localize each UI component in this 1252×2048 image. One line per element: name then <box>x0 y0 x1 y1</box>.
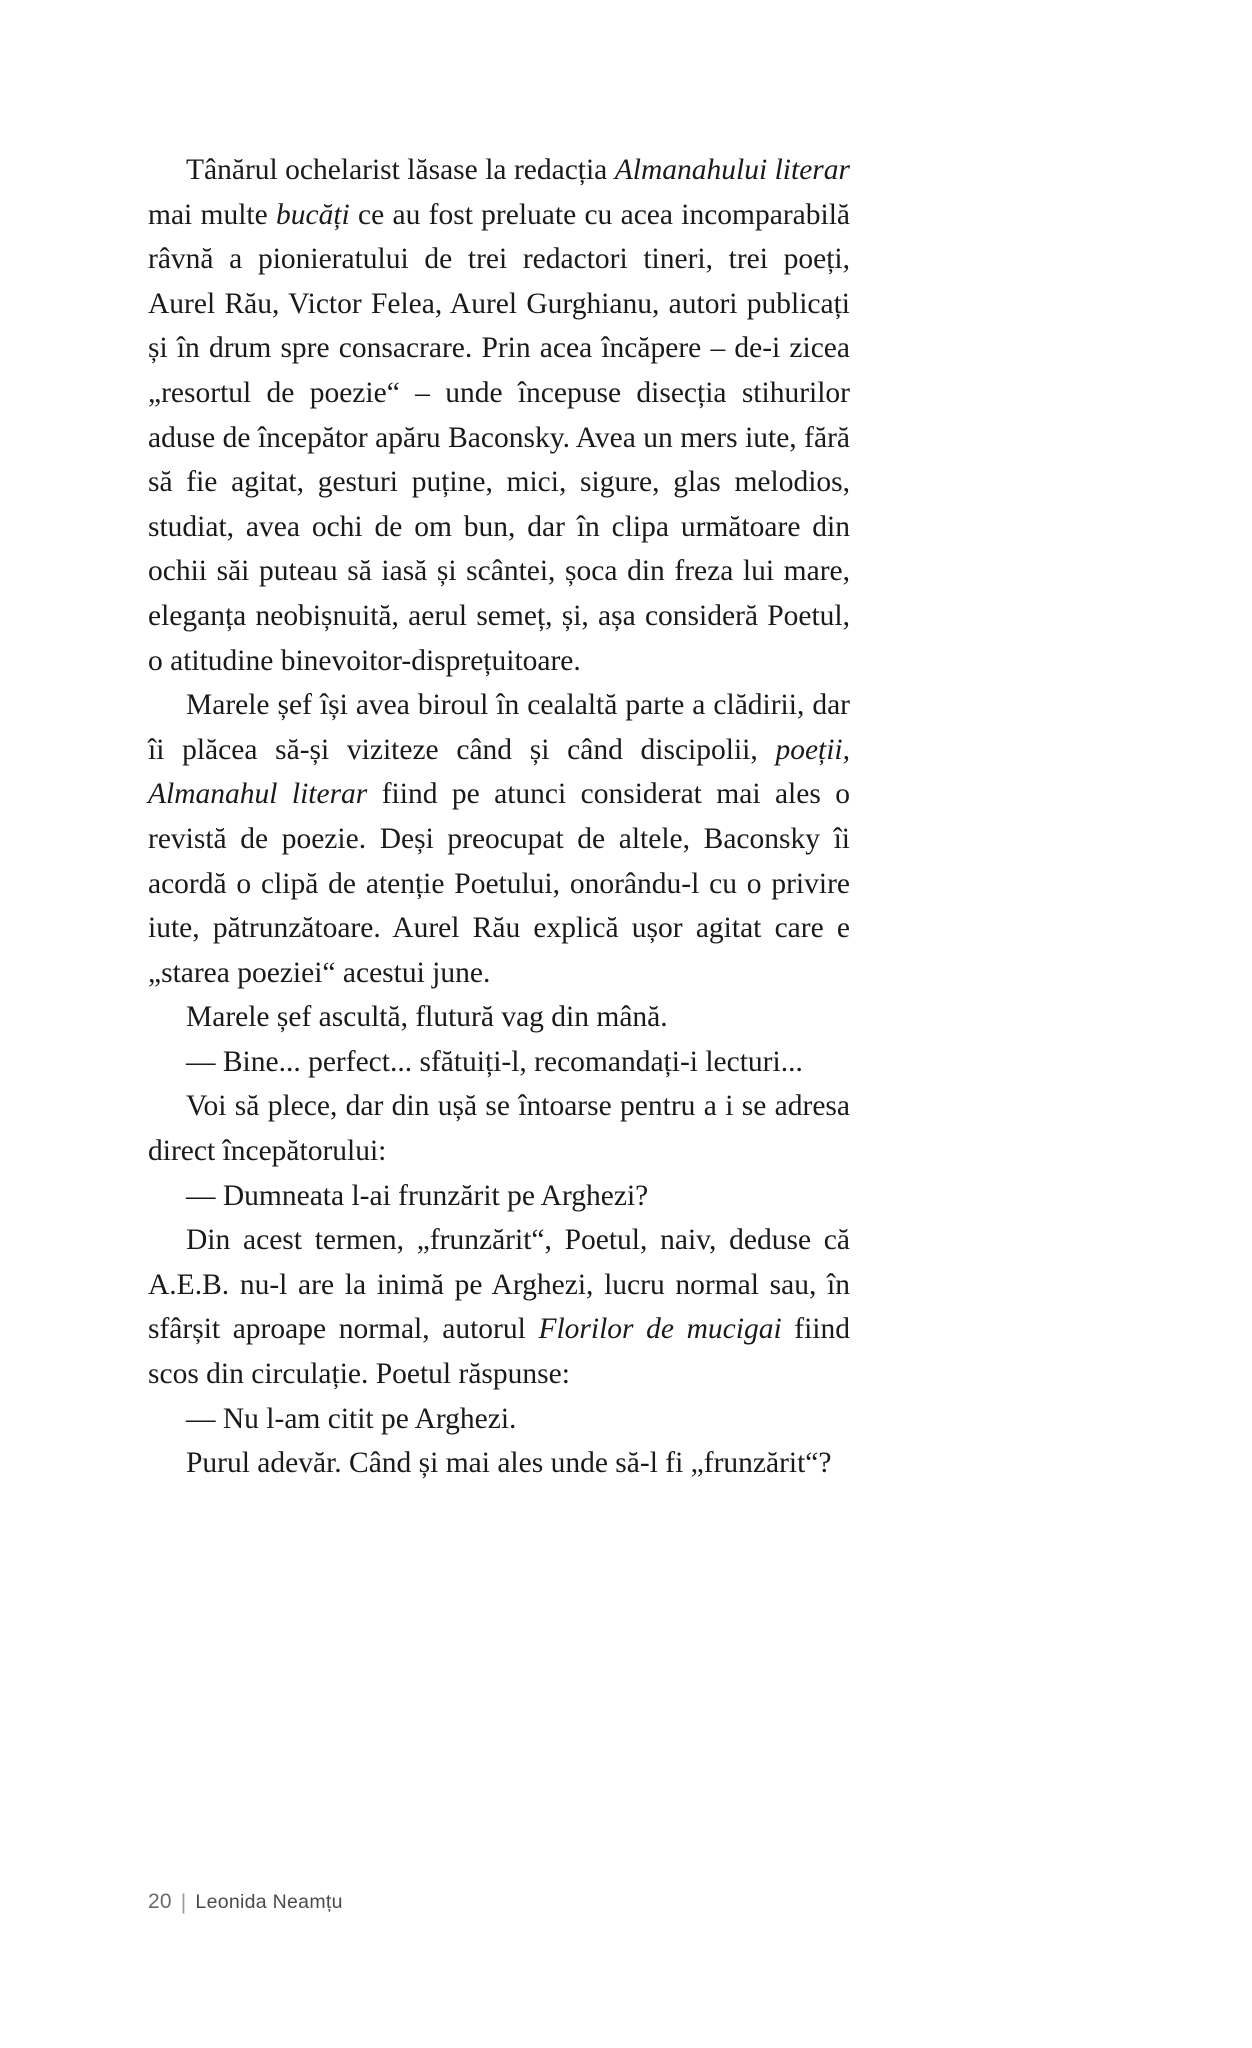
paragraph <box>148 1040 850 1085</box>
paragraph <box>148 1441 850 1486</box>
paragraph <box>148 1084 850 1173</box>
text-run: Purul adevăr. Când și mai ales unde să-l fi „frunzărit“? <box>186 1447 832 1480</box>
text-run: fiind pe atunci considerat mai ales o revistă de poezie. Deși preocupat de altele, Baconsky îi acordă o clipă de atenție Poetului, onorându-l cu o privire iute, pătrunzătoare. Aurel Rău explică ușor agitat care e „starea poeziei“ acestui june. <box>148 778 851 989</box>
paragraph <box>148 1218 850 1396</box>
text-run: Din acest termen, „frunzărit“, Poetul, naiv, deduse că A.E.B. nu-l are la inimă pe Arghezi, lucru normal sau, în sfârșit aproape normal, autorul <box>148 1224 850 1346</box>
page-footer <box>148 1890 850 1914</box>
footer-page-number: 20 <box>148 1890 172 1913</box>
text-run: Marele șef își avea biroul în cealaltă parte a clădirii, dar îi plăcea să-și viziteze când și când discipolii, <box>148 689 850 766</box>
text-run: — Bine... perfect... sfătuiți-l, recomandați-i lecturi... <box>186 1045 803 1078</box>
text-run: ce au fost preluate cu acea incomparabilă râvnă a pionieratului de trei redactori tineri, trei poeți, Aurel Rău, Victor Felea, Aurel Gurghianu, autori publicați și în drum spre consacrare. Prin acea încăpere – de-i zicea „resortul de poezie“ – unde începuse disecția stihurilor aduse de începător apăru Baconsky. Avea un mers iute, fără să fie agitat, gesturi puține, mici, sigure, glas melodios, studiat, avea ochi de om bun, dar în clipa următoare din ochii săi puteau să iasă și scântei, șoca din freza lui mare, eleganța neobișnuită, aerul semeț, și, așa consideră Poetul, o atitudine binevoitor-disprețuitoare. <box>148 198 850 677</box>
footer-running-author: Leonida Neamțu <box>195 1891 343 1913</box>
text-run: mai multe <box>148 198 276 231</box>
text-run: Voi să plece, dar din ușă se întoarse pentru a i se adresa direct începătorului: <box>148 1090 850 1168</box>
page-body-text <box>148 148 850 1486</box>
emphasis-run: bucăți <box>276 198 350 231</box>
paragraph <box>148 683 850 995</box>
text-run: — Nu l-am citit pe Arghezi. <box>186 1402 517 1435</box>
footer-separator: | <box>180 1891 187 1914</box>
emphasis-run: poeții, Almanahul literar <box>148 733 850 811</box>
paragraph <box>148 995 850 1040</box>
text-run: fiind scos din circulație. Poetul răspunse: <box>148 1313 850 1391</box>
text-run: Marele șef ascultă, flutură vag din mână. <box>186 1001 668 1034</box>
paragraph <box>148 148 850 683</box>
emphasis-run: Florilor de mucigai <box>538 1313 782 1346</box>
paragraph <box>148 1174 850 1219</box>
text-run: Tânărul ochelarist lăsase la redacția <box>186 154 615 186</box>
emphasis-run: Almanahului literar <box>614 154 850 186</box>
text-run: — Dumneata l-ai frunzărit pe Arghezi? <box>186 1179 649 1212</box>
paragraph <box>148 1397 850 1442</box>
